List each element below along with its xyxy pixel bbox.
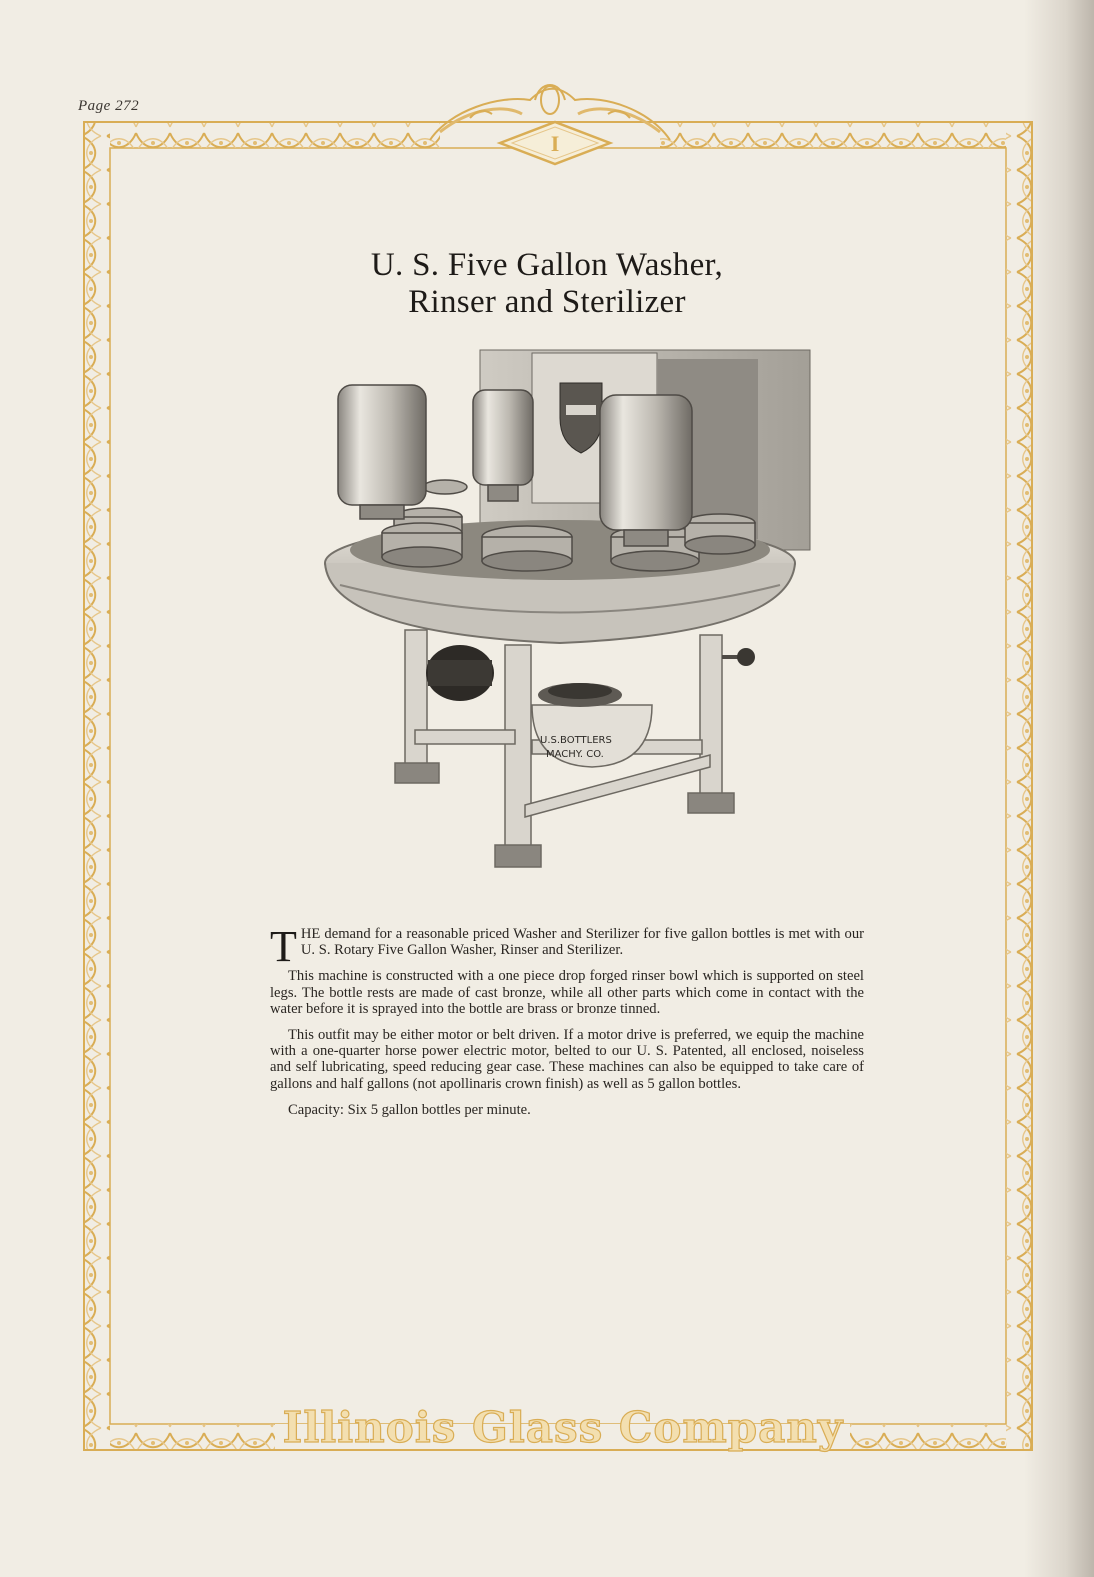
drop-cap: T bbox=[270, 922, 297, 971]
paragraph-1: THE demand for a reasonable priced Washer and Sterilizer for five gallon bottles is met with our U. S. Rotary Five Gallon Washer, Rinser and Sterilizer. bbox=[270, 922, 864, 971]
capacity-line: Capacity: Six 5 gallon bottles per minute. bbox=[288, 1101, 531, 1118]
glass-bottle-left bbox=[338, 385, 426, 505]
body-text bbox=[270, 922, 864, 1128]
title-line-2: Rinser and Sterilizer bbox=[408, 284, 686, 320]
page-number: Page 272 bbox=[78, 98, 140, 114]
tank-label-line-2: MACHY. CO. bbox=[546, 749, 604, 760]
title-line-1: U. S. Five Gallon Washer, bbox=[370, 247, 724, 283]
page-title bbox=[0, 247, 1094, 321]
tank-label-line-1: U.S.BOTTLERS bbox=[540, 735, 612, 746]
valve-wheel-icon bbox=[737, 648, 755, 666]
emblem-letter bbox=[542, 129, 568, 157]
paragraph-3: This outfit may be either motor or belt driven. If a motor drive is preferred, we equip the machine with a one-quarter horse power electric motor, belted to our U. S. Patented, all enclosed, noiseless and self lubricating, speed reducing gear case. These machines can also be equipped to take care of gallons and half gallons (not apollinaris crown finish) as well as 5 gallon bottles. bbox=[270, 1027, 864, 1092]
paragraph-2: This machine is constructed with a one piece drop forged rinser bowl which is supported on steel legs. The bottle rests are made of cast bronze, while all other parts which come in contact with the water before it is sprayed into the bottle are brass or bronze tinned. bbox=[270, 968, 864, 1017]
svg-text:I: I bbox=[550, 131, 560, 156]
machine-photo bbox=[310, 345, 830, 885]
glass-bottle-center bbox=[473, 390, 533, 485]
glass-bottle-right bbox=[600, 395, 692, 530]
company-logo-text: Illinois Glass Company bbox=[282, 1403, 844, 1452]
